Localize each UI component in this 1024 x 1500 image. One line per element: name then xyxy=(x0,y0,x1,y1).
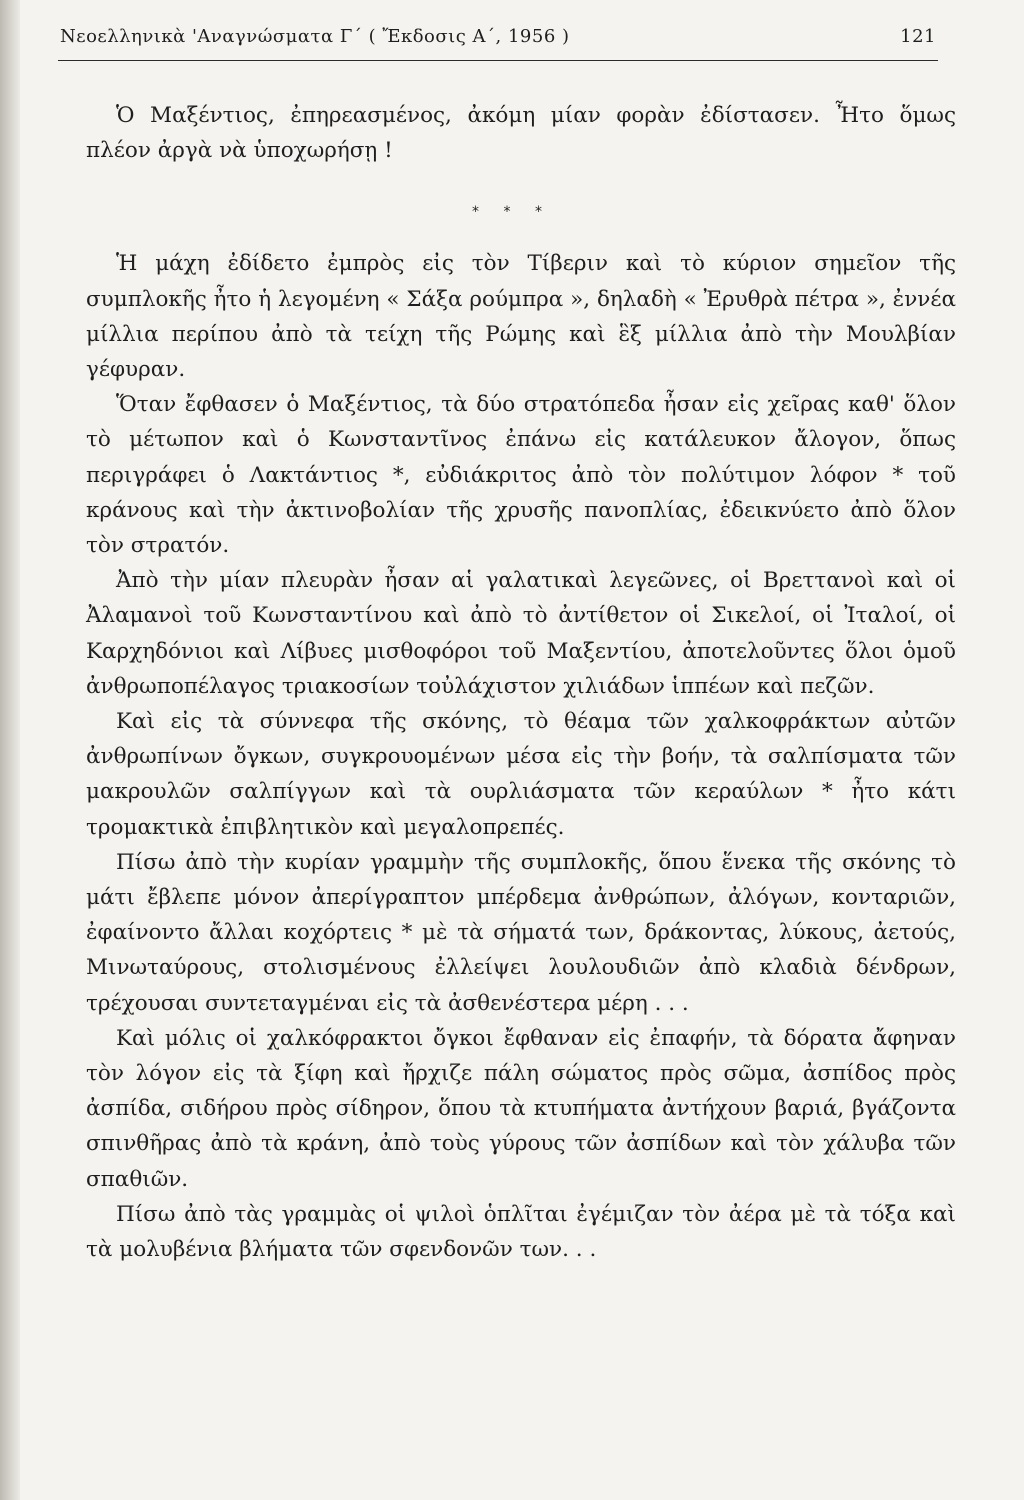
page-binding-edge xyxy=(0,0,20,1500)
paragraph: Ἀπὸ τὴν μίαν πλευρὰν ἦσαν αἱ γαλατικαὶ λεγεῶνες, οἱ Βρεττανοὶ καὶ οἱ Ἀλαμανοὶ τοῦ Κωνσταντίνου καὶ ἀπὸ τὸ ἀντίθετον οἱ Σικελοί, οἱ Ἰταλοί, οἱ Καρχηδόνιοι καὶ Λίβυες μισθοφόροι τοῦ Μαξεντίου, ἀποτελοῦντες ὅλοι ὁμοῦ ἀνθρωποπέλαγος τριακοσίων τοὐλάχιστον χιλιάδων ἱππέων καὶ πεζῶν. xyxy=(86,568,956,699)
paragraph: Καὶ εἰς τὰ σύννεφα τῆς σκόνης, τὸ θέαμα τῶν χαλκοφράκτων αὐτῶν ἀνθρωπίνων ὄγκων, συγκρουομένων μέσα εἰς τὴν βοήν, τὰ σαλπίσματα τῶν μακρουλῶν σαλπίγγων καὶ τὰ ουρλιάσματα τῶν κεραύλων * ἦτο κάτι τρομακτικὰ ἐπιβλητικὸν καὶ μεγαλοπρεπές. xyxy=(86,709,956,840)
paragraph: Ἡ μάχη ἐδίδετο ἐμπρὸς εἰς τὸν Τίβεριν καὶ τὸ κύριον σημεῖον τῆς συμπλοκῆς ἦτο ἡ λεγομένη « Σάξα ρούμπρα », δηλαδὴ « Ἐρυθρὰ πέτρα », ἐννέα μίλλια περίπου ἀπὸ τὰ τείχη τῆς Ρώμης καὶ ἓξ μίλλια ἀπὸ τὴν Μουλβίαν γέφυραν. xyxy=(86,251,956,383)
paragraph: Πίσω ἀπὸ τὰς γραμμὰς οἱ ψιλοὶ ὁπλῖται ἐγέμιζαν τὸν ἀέρα μὲ τὰ τόξα καὶ τὰ μολυβένια βλήματα τῶν σφενδονῶν των. . . xyxy=(86,1201,956,1263)
body-text xyxy=(86,98,956,1267)
header-rule xyxy=(58,60,938,61)
paragraph: Καὶ μόλις οἱ χαλκόφρακτοι ὄγκοι ἔφθαναν εἰς ἐπαφήν, τὰ δόρατα ἄφηναν τὸν λόγον εἰς τὰ ξίφη καὶ ἤρχιζε πάλη σώματος πρὸς σῶμα, ἀσπίδος πρὸς ἀσπίδα, σιδήρου πρὸς σίδηρον, ὅπου τὰ κτυπήματα ἀντήχουν βαριά, βγάζοντα σπινθῆρας ἀπὸ τὰ κράνη, ἀπὸ τοὺς γύρους τῶν ἀσπίδων καὶ τὸν χάλυβα τῶν σπαθιῶν. xyxy=(86,1025,956,1192)
running-title: Νεοελληνικὰ 'Αναγνώσματα Γ΄ ( Ἔκδοσις Α΄, 1956 ) xyxy=(60,26,570,47)
paragraph: Ὅταν ἔφθασεν ὁ Μαξέντιος, τὰ δύο στρατόπεδα ἦσαν εἰς χεῖρας καθ' ὅλον τὸ μέτωπον καὶ ὁ Κωνσταντῖνος ἐπάνω εἰς κατάλευκον ἄλογον, ὅπως περιγράφει ὁ Λακτάντιος *, εὐδιάκριτος ἀπὸ τὸν πολύτιμον λόφον * τοῦ κράνους καὶ τὴν ἀκτινοβολίαν τῆς χρυσῆς πανοπλίας, ἐδεικνύετο ἀπὸ ὅλον τὸν στρατόν. xyxy=(86,392,956,559)
page-number: 121 xyxy=(900,26,936,47)
section-separator: * * * xyxy=(472,204,552,220)
page-header xyxy=(60,26,936,56)
paragraph: Ὁ Μαξέντιος, ἐπηρεασμένος, ἀκόμη μίαν φορὰν ἐδίστασεν. Ἦτο ὅμως πλέον ἀργὰ νὰ ὑποχωρήσῃ ! xyxy=(86,103,956,164)
paragraph: Πίσω ἀπὸ τὴν κυρίαν γραμμὴν τῆς συμπλοκῆς, ὅπου ἕνεκα τῆς σκόνης τὸ μάτι ἔβλεπε μόνον ἀπερίγραπτον μπέρδεμα ἀνθρώπων, ἀλόγων, κονταριῶν, ἐφαίνοντο ἄλλαι κοχόρτεις * μὲ τὰ σήματά των, δράκοντας, λύκους, ἀετούς, Μινωταύρους, στολισμένους ἐλλείψει λουλουδιῶν ἀπὸ κλαδιὰ δένδρων, τρέχουσαι συντεταγμέναι εἰς τὰ ἀσθενέστερα μέρη . . . xyxy=(86,849,956,1016)
